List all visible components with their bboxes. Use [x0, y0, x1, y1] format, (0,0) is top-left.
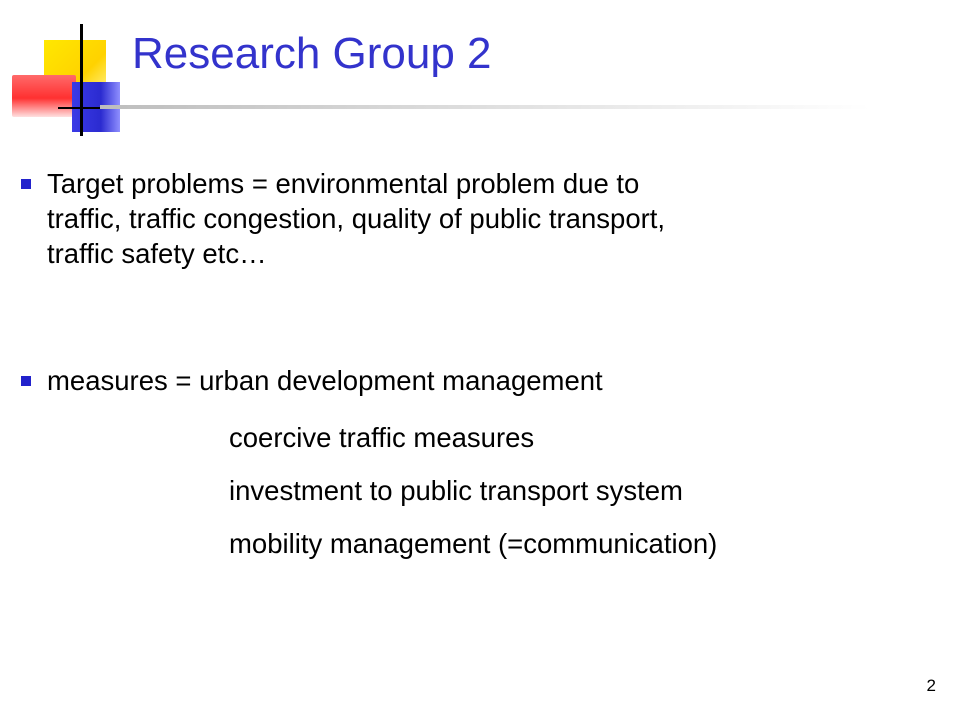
bullet-line: Target problems = environmental problem due to	[47, 168, 640, 199]
slide-title: Research Group 2	[132, 29, 492, 78]
bullet-text	[47, 166, 665, 271]
measures-sub-line: mobility management (=communication)	[229, 528, 718, 559]
measures-sub-line: coercive traffic measures	[229, 422, 535, 453]
bullet-text	[47, 363, 603, 398]
title-underline	[100, 105, 870, 109]
bullet-square-icon	[21, 179, 31, 189]
bullet-line: traffic, traffic congestion, quality of public transport,	[47, 203, 666, 234]
bullet-line: measures = urban development management	[47, 365, 603, 396]
bullet-line: traffic safety etc…	[47, 238, 267, 269]
bullet-square-icon	[21, 376, 31, 386]
vertical-line-decoration	[80, 24, 83, 136]
page-number: 2	[926, 676, 936, 695]
red-square-decoration	[12, 75, 76, 117]
decorative-logo-block	[0, 0, 140, 140]
measures-sub-line: investment to public transport system	[229, 475, 683, 506]
